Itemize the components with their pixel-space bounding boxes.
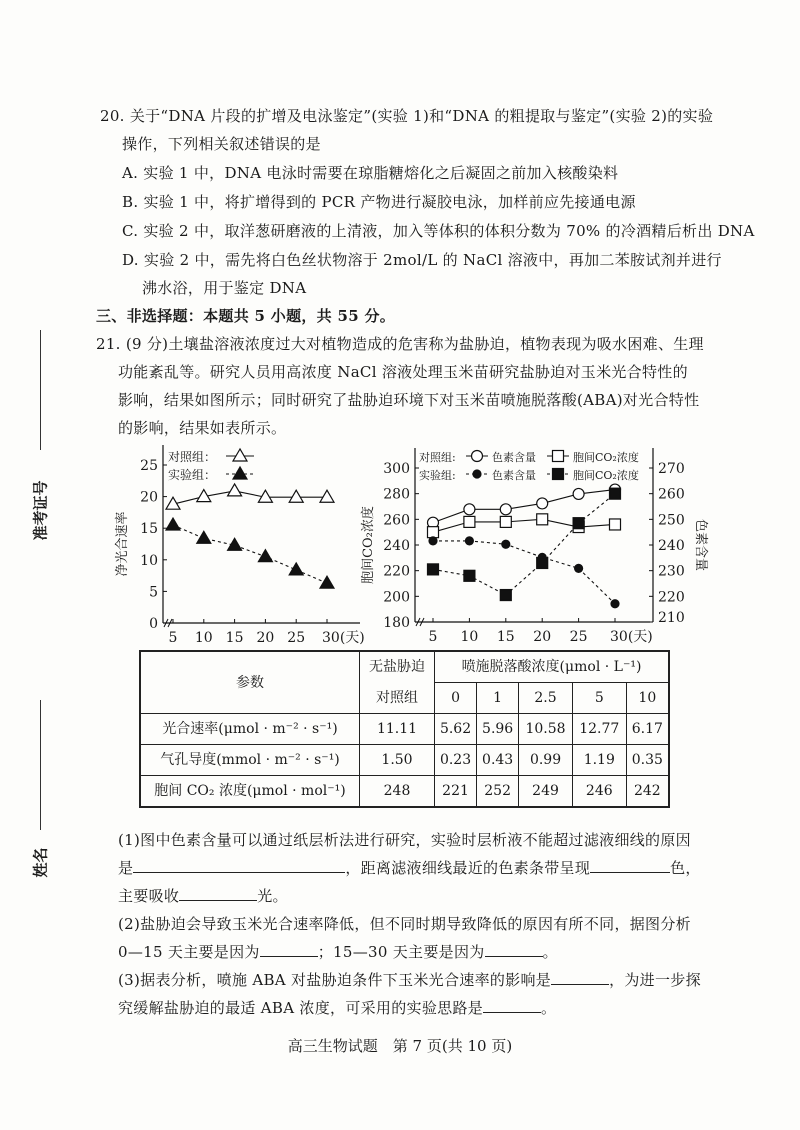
legend-label: 实验组：: [168, 468, 217, 482]
x-tick-label: 20: [256, 630, 275, 646]
cell: 242: [626, 776, 669, 808]
filled-circle-marker: [429, 537, 437, 545]
table-row: [140, 714, 669, 745]
open-square-marker: [553, 451, 564, 462]
legend-label: 胞间CO₂浓度: [573, 469, 639, 482]
q21-stem: 21. (9 分)土壤盐溶液浓度过大对植物造成的危害称为盐胁迫，植物表现为吸水困难、生理: [96, 335, 704, 353]
cell: 11.11: [360, 714, 435, 745]
aba-level: 0: [435, 683, 477, 714]
filled-circle-marker: [502, 540, 510, 548]
filled-triangle-marker: [197, 531, 211, 543]
cell: 1.19: [572, 745, 626, 776]
y-tick-label: 280: [383, 486, 410, 503]
cell: 0.99: [519, 745, 573, 776]
series-line: [433, 541, 615, 604]
open-circle-marker: [472, 451, 483, 462]
cell: 6.17: [626, 714, 669, 745]
x-tick-label: 25: [569, 629, 588, 645]
open-square-marker: [610, 519, 621, 530]
text: 光。: [257, 887, 288, 905]
y-right-tick-label: 270: [658, 461, 685, 477]
x-tick-label: 20: [533, 629, 552, 645]
text: 。: [542, 943, 558, 961]
x-tick-label: 30(天): [610, 629, 653, 645]
filled-square-marker: [500, 590, 511, 601]
q21-part1: (1)图中色素含量可以通过纸层析法进行研究，实验时层析液不能超过滤液细线的原因: [118, 831, 691, 849]
y-tick-label: 5: [149, 584, 158, 601]
cell: 0.23: [435, 745, 477, 776]
y-right-axis-label: 色素含量: [693, 518, 708, 572]
cell: 249: [519, 776, 573, 808]
exam-id-label: 准考证号: [31, 480, 50, 541]
q21-stem-3: 影响，结果如图所示；同时研究了盐胁迫环境下对玉米苗喷施脱落酸(ABA)对光合特性: [118, 391, 700, 409]
y-tick-label: 200: [383, 589, 410, 606]
answer-blank[interactable]: [551, 970, 609, 985]
filled-circle-marker: [465, 537, 473, 545]
row-label: 气孔导度(mmol · m⁻² · s⁻¹): [140, 745, 360, 776]
q21-part2: (2)盐胁迫会导致玉米光合速率降低，但不同时期导致降低的原因有所不同，据图分析: [118, 915, 691, 933]
x-tick-label: 25: [287, 630, 306, 646]
y-tick-label: 25: [140, 458, 158, 474]
cell: 246: [572, 776, 626, 808]
row-label: 光合速率(μmol · m⁻² · s⁻¹): [140, 714, 360, 745]
x-tick-label: 15: [225, 630, 244, 646]
legend-group-label: 对照组:: [419, 451, 456, 464]
x-tick-label: 5: [168, 630, 178, 646]
filled-triangle-marker: [258, 550, 272, 562]
text: 色，: [670, 859, 701, 877]
answer-blank[interactable]: [590, 858, 670, 873]
filled-square-marker: [553, 469, 564, 480]
text: ，距离滤液细线最近的色素条带呈现: [345, 859, 591, 877]
aba-level: 5: [572, 683, 626, 714]
cell: 252: [477, 776, 519, 808]
filled-square-marker: [428, 564, 439, 575]
text: (3)据表分析，喷施 ABA 对盐胁迫条件下玉米光合速率的影响是: [118, 971, 552, 989]
series-line: [173, 525, 327, 583]
open-square-marker: [464, 516, 475, 527]
open-square-marker: [537, 514, 548, 525]
legend-label: 对照组：: [168, 450, 217, 464]
q21-part1-line2: [118, 858, 701, 878]
q21-stem-4: 的影响，结果如表所示。: [118, 419, 287, 437]
filled-square-marker: [573, 518, 584, 529]
page-footer: 高三生物试题 第 7 页(共 10 页): [287, 1037, 513, 1055]
y-axis-label: 净光合速率: [115, 511, 130, 577]
legend-label: 色素含量: [492, 451, 536, 464]
y-tick-label: 180: [383, 615, 410, 631]
text: 是: [118, 859, 134, 877]
filled-triangle-marker: [320, 576, 334, 588]
q20-option-d-cont: 沸水浴，用于鉴定 DNA: [142, 279, 307, 297]
open-circle-marker: [573, 488, 584, 499]
answer-blank[interactable]: [485, 942, 543, 957]
filled-square-marker: [537, 557, 548, 568]
text: 究缓解盐胁迫的最适 ABA 浓度，可采用的实验思路是: [118, 999, 484, 1017]
param-header: 参数: [140, 651, 360, 714]
cell: 0.43: [477, 745, 519, 776]
q21-part3-line2: [118, 998, 556, 1018]
aba-level: 10: [626, 683, 669, 714]
cell: 5.62: [435, 714, 477, 745]
text: ；15—30 天主要是因为: [317, 943, 485, 961]
open-square-marker: [428, 527, 439, 538]
cell: 248: [360, 776, 435, 808]
q20-option-b: B. 实验 1 中，将扩增得到的 PCR 产物进行凝胶电泳，加样前应先接通电源: [122, 193, 636, 211]
legend-label: 胞间CO₂浓度: [573, 451, 639, 464]
legend-group-label: 实验组:: [419, 469, 456, 482]
answer-blank[interactable]: [483, 998, 541, 1013]
name-label: 姓名: [31, 847, 50, 878]
filled-circle-marker: [473, 470, 481, 478]
filled-circle-marker: [611, 600, 619, 608]
text: 。: [541, 999, 557, 1017]
y-tick-label: 15: [140, 521, 158, 538]
q21-part2-line2: [118, 942, 558, 962]
open-circle-marker: [500, 504, 511, 515]
aba-results-table: [139, 650, 670, 808]
cell: 10.58: [519, 714, 573, 745]
x-tick-label: 15: [496, 629, 515, 645]
q20-option-c: C. 实验 2 中，取洋葱研磨液的上清液，加入等体积的体积分数为 70% 的冷酒精后析出 DNA: [122, 222, 755, 240]
y-tick-label: 240: [383, 538, 410, 554]
open-triangle-marker: [233, 449, 247, 461]
y-tick-label: 10: [140, 552, 158, 569]
y-right-tick-label: 210: [658, 610, 685, 626]
filled-square-marker: [464, 570, 475, 581]
legend-label: 色素含量: [492, 469, 536, 482]
y-right-tick-label: 250: [658, 512, 685, 529]
control-header-2: 对照组: [360, 683, 435, 714]
aba-header: 喷施脱落酸浓度(μmol · L⁻¹): [435, 651, 670, 683]
answer-blank[interactable]: [179, 886, 257, 901]
filled-triangle-marker: [289, 563, 303, 575]
x-tick-label: 10: [460, 629, 479, 645]
cell: 12.77: [572, 714, 626, 745]
q20-stem-cont: 操作，下列相关叙述错误的是: [122, 135, 321, 153]
cell: 0.35: [626, 745, 669, 776]
series-line: [433, 494, 615, 595]
x-tick-label: 5: [428, 629, 438, 645]
aba-level: 2.5: [519, 683, 573, 714]
y-axis-label: 胞间CO₂浓度: [361, 506, 376, 584]
q20-option-d: D. 实验 2 中，需先将白色丝状物溶于 2mol/L 的 NaCl 溶液中，再加二苯胺试剂并进行: [122, 251, 722, 269]
open-triangle-marker: [228, 484, 242, 496]
y-tick-label: 260: [383, 512, 410, 529]
cell: 5.96: [477, 714, 519, 745]
cell: 221: [435, 776, 477, 808]
series-line: [433, 490, 615, 523]
y-tick-label: 0: [149, 616, 158, 632]
row-label: 胞间 CO₂ 浓度(μmol · mol⁻¹): [140, 776, 360, 808]
q21-part3: [118, 970, 701, 990]
filled-square-marker: [610, 488, 621, 499]
q21-part1-line3: [118, 886, 288, 906]
open-triangle-marker: [320, 490, 334, 502]
open-triangle-marker: [289, 490, 303, 502]
answer-blank[interactable]: [133, 858, 345, 873]
series-line: [433, 519, 615, 532]
table-row: [140, 776, 669, 808]
text: 0—15 天主要是因为: [118, 943, 260, 961]
y-right-tick-label: 240: [658, 538, 685, 554]
y-right-tick-label: 230: [658, 563, 685, 580]
filled-triangle-marker: [233, 467, 247, 479]
open-square-marker: [500, 516, 511, 527]
text: ，为进一步探: [609, 971, 701, 989]
y-tick-label: 220: [383, 563, 410, 580]
cell: 1.50: [360, 745, 435, 776]
aba-level: 1: [477, 683, 519, 714]
open-circle-marker: [537, 498, 548, 509]
y-right-tick-label: 260: [658, 486, 685, 503]
q20-stem: 20. 关于“DNA 片段的扩增及电泳鉴定”(实验 1)和“DNA 的粗提取与鉴定”(实验 2)的实验: [100, 107, 714, 125]
section-heading: 三、非选择题：本题共 5 小题，共 55 分。: [96, 307, 396, 325]
open-circle-marker: [464, 504, 475, 515]
control-header: 无盐胁迫: [360, 651, 435, 683]
x-tick-label: 10: [194, 630, 213, 646]
q20-option-a: A. 实验 1 中，DNA 电泳时需要在琼脂糖熔化之后凝固之前加入核酸染料: [122, 164, 619, 182]
y-right-tick-label: 220: [658, 589, 685, 606]
y-tick-label: 20: [140, 489, 158, 506]
y-tick-label: 300: [383, 461, 410, 477]
x-tick-label: 30(天): [322, 630, 365, 646]
text: 主要吸收: [118, 887, 180, 905]
q21-stem-2: 功能紊乱等。研究人员用高浓度 NaCl 溶液处理玉米苗研究盐胁迫对玉米光合特性的: [118, 363, 688, 381]
table-row: [140, 745, 669, 776]
filled-circle-marker: [575, 564, 583, 572]
answer-blank[interactable]: [260, 942, 318, 957]
filled-triangle-marker: [166, 518, 180, 530]
